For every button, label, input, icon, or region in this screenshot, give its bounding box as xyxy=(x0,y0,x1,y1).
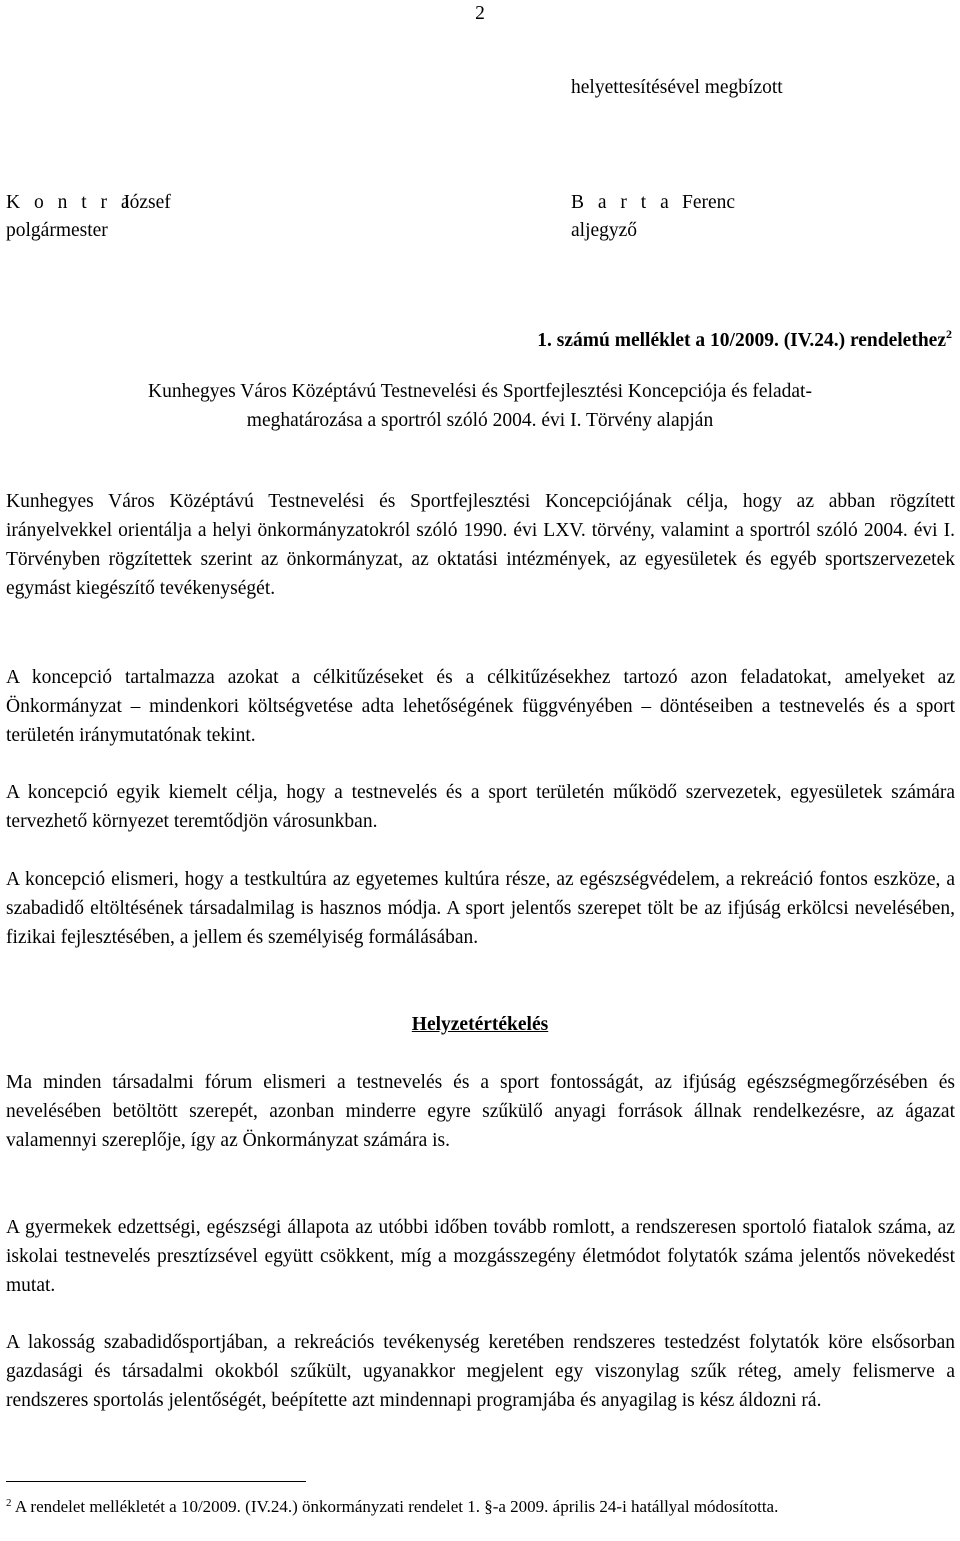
page-number: 2 xyxy=(475,3,485,24)
paragraph-leisure: A lakosság szabadidősportjában, a rekreációs tevékenység keretében rendszeres testedzést folytatók köre elsősorban gazdasági és társadalmi okokból szűkült, ugyanakkor megjelent egy viszonylag szűk réteg, amely felismerve a rendszeres sportolás jelentőségét, beépítette azt mindennapi programjába és anyagilag is kész áldozni rá. xyxy=(6,1332,955,1411)
footnote-marker: 2 xyxy=(6,1497,12,1509)
section-heading: Helyzetértékelés xyxy=(411,1014,549,1035)
signature-left-firstname: József xyxy=(122,192,171,213)
footnote-divider xyxy=(6,1481,306,1482)
paragraph-main-goal: A koncepció egyik kiemelt célja, hogy a testnevelés és a sport területén működő szervezetek, egyesületek számára tervezhető környezet teremtődjön városunkban. xyxy=(6,782,955,832)
annex-subtitle-line2: meghatározása a sportról szóló 2004. évi I. Törvény alapján xyxy=(246,410,714,431)
paragraph-recognition: A koncepció elismeri, hogy a testkultúra az egyetemes kultúra része, az egészségvédelem, a rekreáció fontos eszköze, a szabadidő eltöltésének társadalmilag is hasznos módja. A sport jelentős szerepet tölt be az ifjúság erkölcsi nevelésében, fizikai fejlesztésében, a jellem és személyiség formálásában. xyxy=(6,869,955,948)
footnote xyxy=(6,1495,955,1519)
paragraph-situation: Ma minden társadalmi fórum elismeri a testnevelés és a sport fontosságát, az ifjúság egészségmegőrzésében és nevelésében betöltött szerepét, azonban minderre egyre szűkülő anyagi források állnak rendelkezésre, az ágazat valamennyi szereplője, így az Önkormányzat számára is. xyxy=(6,1072,955,1151)
signature-left-surname: K o n t r a xyxy=(6,192,135,213)
footnote-text: A rendelet mellékletét a 10/2009. (IV.24.) önkormányzati rendelet 1. §-a 2009. április 24-i hatállyal módosította. xyxy=(14,1497,779,1516)
annex-title-text: 1. számú melléklet a 10/2009. (IV.24.) rendelethez xyxy=(537,330,946,351)
annex-subtitle-line1: Kunhegyes Város Középtávú Testnevelési és Sportfejlesztési Koncepciója és feladat- xyxy=(148,381,812,402)
annex-footnote-ref: 2 xyxy=(946,327,952,341)
paragraph-children: A gyermekek edzettségi, egészségi állapota az utóbbi időben tovább romlott, a rendszeresen sportoló fiatalok száma, az iskolai testnevelés presztízsével együtt csökkent, míg a mozgásszegény életmódot folytatók száma jelentős növekedést mutat. xyxy=(6,1217,955,1296)
signature-left-title: polgármester xyxy=(6,220,108,241)
annex-title xyxy=(537,326,952,355)
paragraph-contents: A koncepció tartalmazza azokat a célkitűzéseket és a célkitűzésekhez tartozó azon feladatokat, amelyeket az Önkormányzat – mindenkori költségvetése adta lehetőségének függvényében – döntéseiben a testnevelés és a sport területén iránymutatónak tekint. xyxy=(6,667,955,746)
paragraph-purpose: Kunhegyes Város Középtávú Testnevelési és Sportfejlesztési Koncepciójának célja, hogy az abban rögzített irányelvekkel orientálja a helyi önkormányzatokról szóló 1990. évi LXV. törvény, valamint a sportról szóló 2004. évi I. Törvényben rögzítettek szerint az önkormányzat, az oktatási intézmények, az egyesületek és egyéb sportszervezetek egymást kiegészítő tevékenységét. xyxy=(6,491,955,599)
signature-right-firstname: Ferenc xyxy=(682,192,736,213)
signature-right-surname: B a r t a xyxy=(571,192,674,213)
delegation-line: helyettesítésével megbízott xyxy=(571,77,783,98)
signature-right-title: aljegyző xyxy=(571,220,638,241)
